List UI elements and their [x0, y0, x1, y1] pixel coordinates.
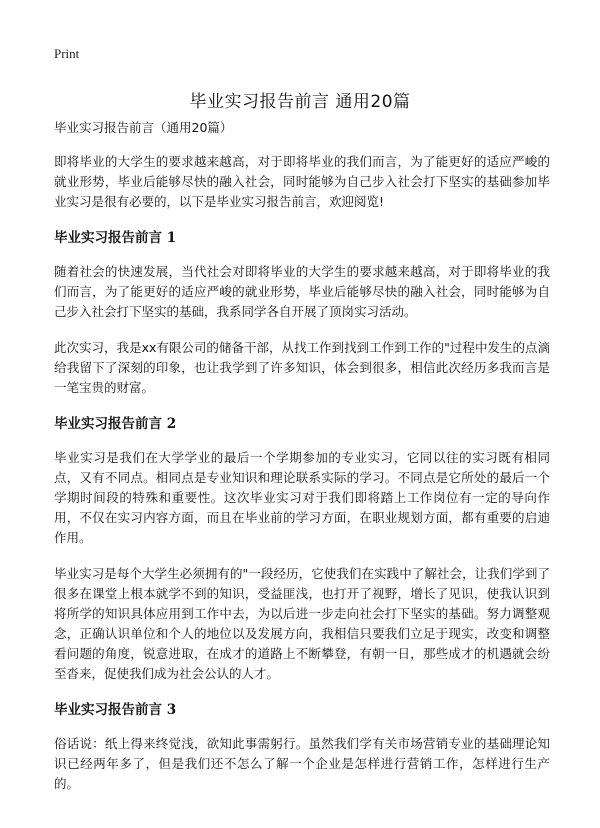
document-subtitle: 毕业实习报告前言（通用20篇）	[54, 120, 233, 135]
document-body	[54, 118, 550, 810]
section-heading-2: 毕业实习报告前言 2	[54, 416, 177, 432]
section-1-paragraph-1: 随着社会的快速发展，当代社会对即将毕业的大学生的要求越来越高，对于即将毕业的我们而言，为了能更好的适应严峻的就业形势，毕业后能够尽快的融入社会，同时能够为自己步入社会打下坚实的基础，我系同学各自开展了顶岗实习活动。	[54, 264, 550, 319]
section-heading-1: 毕业实习报告前言 1	[54, 230, 177, 246]
section-heading-3: 毕业实习报告前言 3	[54, 702, 177, 718]
section-3-paragraph-1: 俗话说：纸上得来终觉浅，欲知此事需躬行。虽然我们学有关市场营销专业的基础理论知识已经两年多了，但是我们还不怎么了解一个企业是怎样进行营销工作，怎样进行生产的。	[54, 736, 550, 791]
print-link[interactable]: Print	[54, 46, 80, 61]
intro-paragraph: 即将毕业的大学生的要求越来越高，对于即将毕业的我们而言，为了能更好的适应严峻的就业形势，毕业后能够尽快的融入社会，同时能够为自己步入社会打下坚实的基础参加毕业实习是很有必要的，以下是毕业实习报告前言，欢迎阅览!	[54, 154, 550, 209]
section-2-paragraph-1: 毕业实习是我们在大学学业的最后一个学期参加的专业实习，它同以往的实习既有相同点，又有不同点。相同点是专业知识和理论联系实际的学习。不同点是它所处的最后一个学期时间段的特殊和重要性。这次毕业实习对于我们即将踏上工作岗位有一定的导向作用，不仅在实习内容方面，而且在毕业前的学习方面，在职业规划方面，都有重要的启迪作用。	[54, 450, 550, 545]
section-2-paragraph-2: 毕业实习是每个大学生必须拥有的"一段经历，它使我们在实践中了解社会，让我们学到了很多在课堂上根本就学不到的知识，受益匪浅，也打开了视野，增长了见识，使我认识到将所学的知识具体应用到工作中去，为以后进一步走向社会打下坚实的基础。努力调整观念，正确认识单位和个人的地位以及发展方向，我相信只要我们立足于现实，改变和调整看问题的角度，锐意进取，在成才的道路上不断攀登，有朝一日，那些成才的机遇就会纷至沓来，促使我们成为社会公认的人才。	[54, 566, 550, 681]
page-title: 毕业实习报告前言 通用20篇	[189, 92, 411, 113]
section-1-paragraph-2: 此次实习，我是xx有限公司的储备干部，从找工作到找到工作到工作的"过程中发生的点滴给我留下了深刻的印象，也让我学到了许多知识，体会到很多，相信此次经历多我而言是一笔宝贵的财富。	[54, 340, 550, 395]
